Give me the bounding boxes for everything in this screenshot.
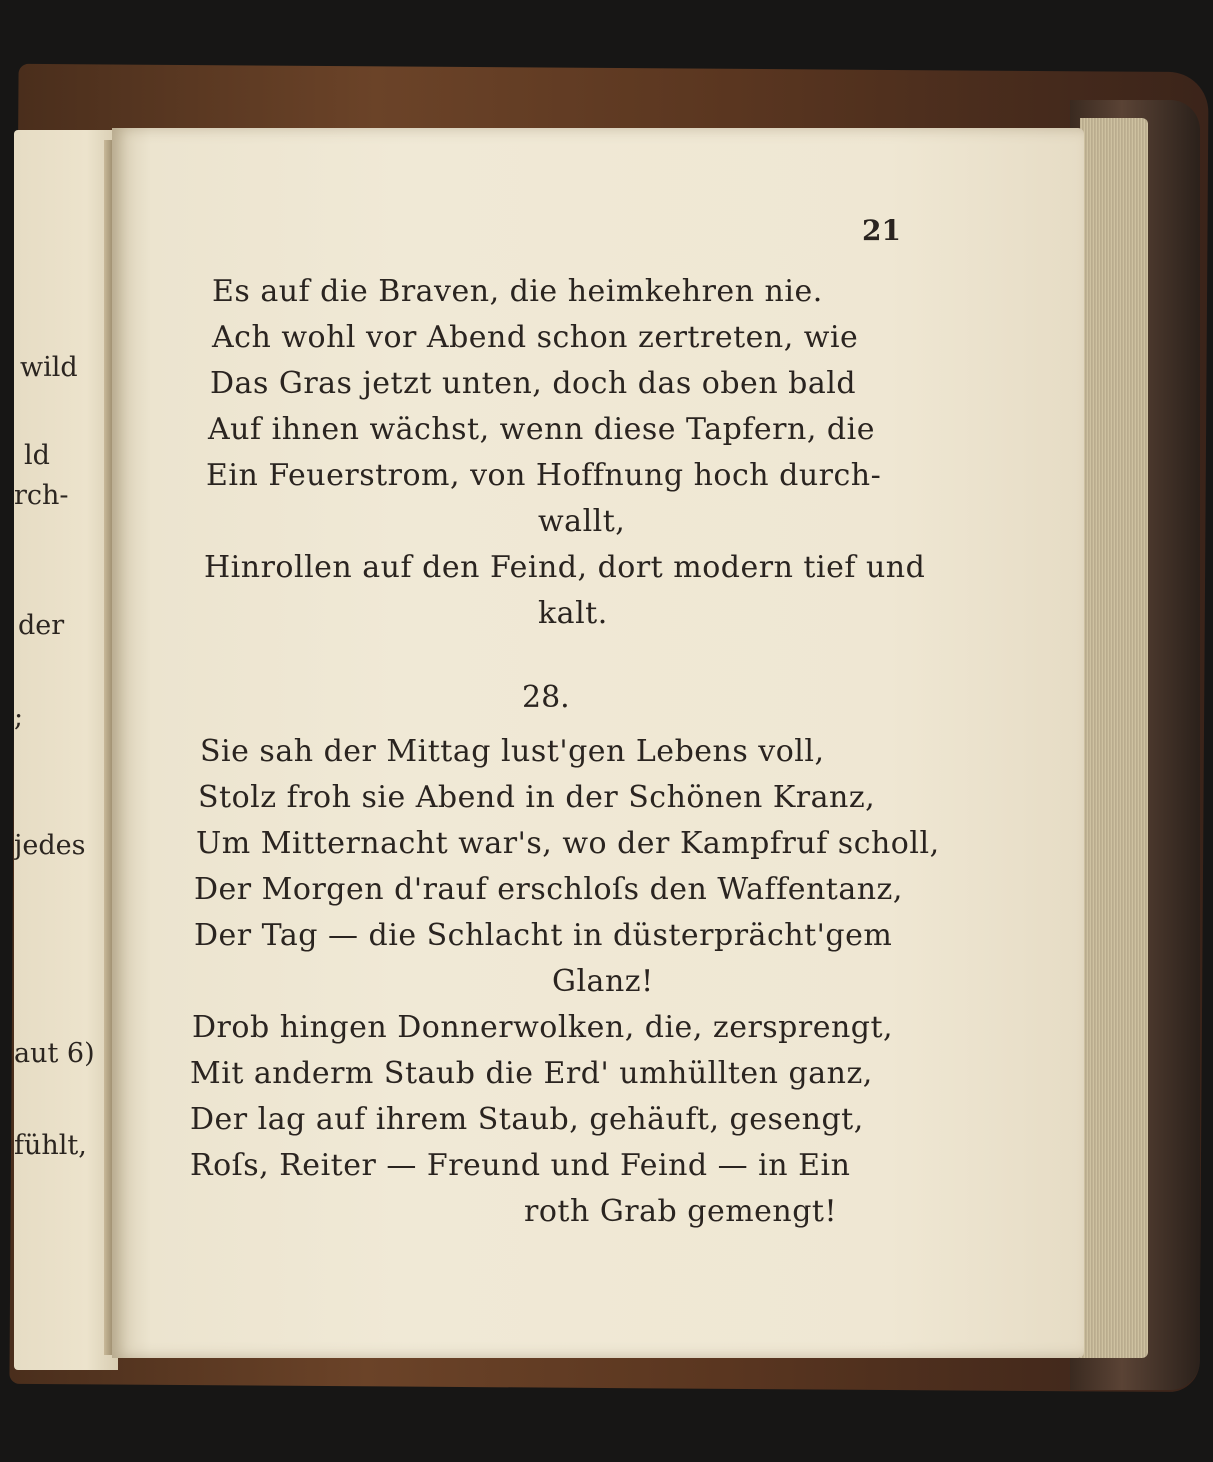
verse-line-continuation: wallt, [538,504,626,539]
left-fragment: jedes [14,830,86,861]
verse-line: Der lag auf ihrem Staub, gehäuft, gesengt, [190,1102,864,1137]
stanza-number: 28. [522,680,570,715]
left-fragment: wild [20,352,78,383]
left-fragment: fühlt, [14,1130,87,1161]
verse-line: Auf ihnen wächst, wenn diese Tapfern, die [208,412,875,447]
left-fragment: aut 6) [14,1038,95,1069]
left-page [14,130,118,1370]
verse-line: Der Tag — die Schlacht in düsterprächt'gem [194,918,893,953]
left-fragment: ld [24,440,50,471]
verse-line: Mit anderm Staub die Erd' umhüllten ganz, [190,1056,873,1091]
page-number: 21 [862,214,901,247]
verse-line: Ein Feuerstrom, von Hoffnung hoch durch- [206,458,882,493]
left-fragment: der [18,610,65,641]
verse-line: Um Mitternacht war's, wo der Kampfruf scholl, [196,826,940,861]
verse-line-continuation: roth Grab gemengt! [524,1194,838,1229]
verse-line: Der Morgen d'rauf erschloſs den Waffentanz, [194,872,903,907]
left-fragment: rch- [14,480,69,511]
verse-line: Stolz froh sie Abend in der Schönen Kranz, [198,780,876,815]
verse-line: Das Gras jetzt unten, doch das oben bald [210,366,857,401]
left-fragment: ; [14,702,24,733]
verse-line: Sie sah der Mittag lust'gen Lebens voll, [200,734,825,769]
verse-line: Hinrollen auf den Feind, dort modern tief und [204,550,926,585]
verse-line-continuation: kalt. [538,596,608,631]
verse-line: Es auf die Braven, die heimkehren nie. [212,274,823,309]
page-edges [1080,118,1148,1358]
verse-line: Ach wohl vor Abend schon zertreten, wie [212,320,859,355]
verse-line: Roſs, Reiter — Freund und Feind — in Ein [190,1148,851,1183]
verse-line: Drob hingen Donnerwolken, die, zersprengt, [192,1010,894,1045]
verse-line-continuation: Glanz! [552,964,654,999]
